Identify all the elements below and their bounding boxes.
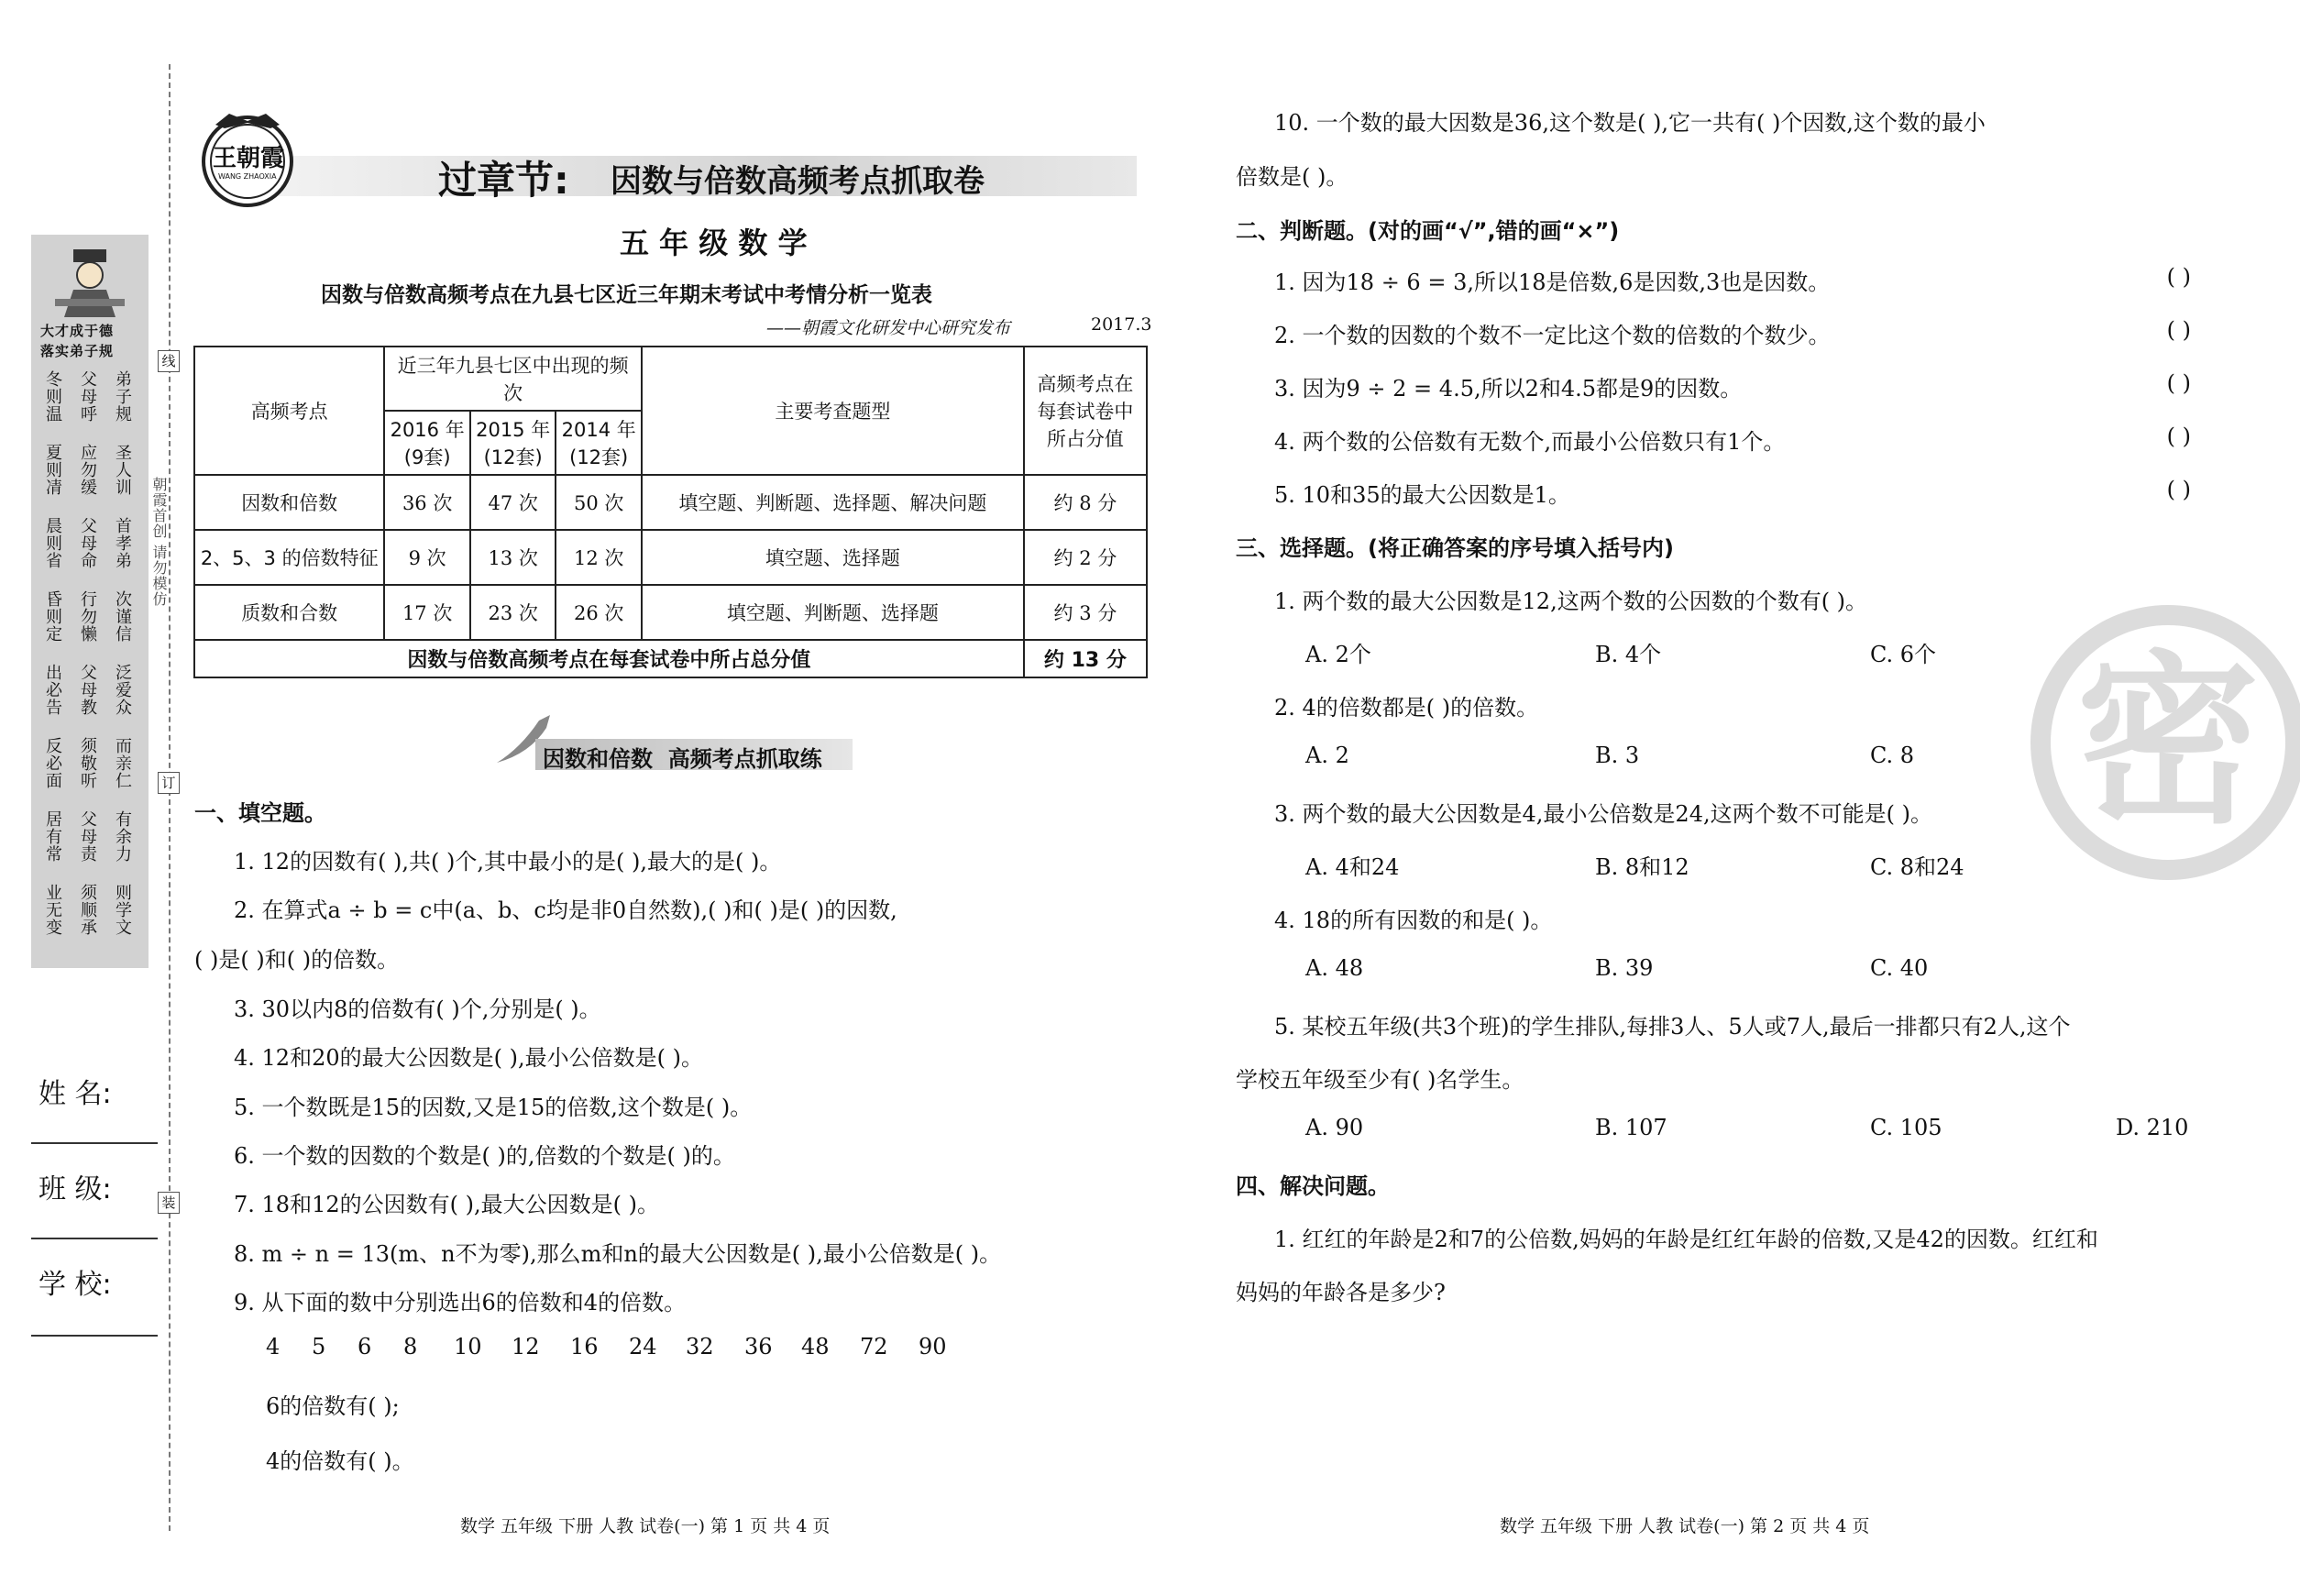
judge-answer-4[interactable]: ( ) bbox=[2166, 424, 2191, 449]
cell-score: 约 3 分 bbox=[1024, 585, 1147, 640]
cell-point: 因数和倍数 bbox=[194, 475, 384, 530]
table-row bbox=[194, 530, 1147, 585]
name-field[interactable] bbox=[31, 1142, 158, 1144]
confidential-watermark bbox=[2030, 605, 2300, 880]
judge-answer-3[interactable]: ( ) bbox=[2166, 370, 2191, 396]
binding-line bbox=[169, 64, 171, 1531]
motto-column: 昏则定 bbox=[43, 590, 62, 643]
motto-column: 有余力 bbox=[113, 810, 132, 863]
motto-column: 圣人训 bbox=[113, 444, 132, 496]
motto-column: 须敬听 bbox=[78, 737, 97, 789]
question-1-3: 3. 30以内8的倍数有( )个,分别是( )。 bbox=[234, 996, 601, 1022]
number-item: 12 bbox=[512, 1334, 540, 1359]
cell-y3: 50 次 bbox=[556, 475, 642, 530]
choice-3-option-a[interactable]: A. 4和24 bbox=[1305, 854, 1400, 880]
stats-title: 因数与倍数高频考点在九县七区近三年期末考试中考情分析一览表 bbox=[321, 283, 932, 307]
motto-column: 弟子规 bbox=[113, 370, 132, 423]
binding-seal-3: 装 bbox=[158, 1192, 180, 1214]
choice-question-2: 2. 4的倍数都是( )的倍数。 bbox=[1274, 695, 1539, 721]
cell-type: 填空题、选择题 bbox=[642, 530, 1024, 585]
motto-column: 晨则省 bbox=[43, 517, 62, 569]
th-point: 高频考点 bbox=[194, 347, 384, 475]
judge-item-5: 5. 10和35的最大公因数是1。 bbox=[1274, 482, 1570, 508]
solve-question-1b: 妈妈的年龄各是多少? bbox=[1236, 1280, 1446, 1305]
motto-columns bbox=[37, 370, 145, 957]
question-1-5: 5. 一个数既是15的因数,又是15的倍数,这个数是( )。 bbox=[234, 1095, 753, 1120]
total-value: 约 13 分 bbox=[1024, 640, 1147, 677]
motto-column: 冬则温 bbox=[43, 370, 62, 423]
choice-question-5a: 5. 某校五年级(共3个班)的学生排队,每排3人、5人或7人,最后一排都只有2人,这个 bbox=[1274, 1014, 2071, 1040]
choice-5-option-b[interactable]: B. 107 bbox=[1595, 1115, 1667, 1140]
judge-item-1: 1. 因为18 ÷ 6 = 3,所以18是倍数,6是因数,3也是因数。 bbox=[1274, 270, 1831, 295]
judge-answer-2[interactable]: ( ) bbox=[2166, 317, 2191, 343]
number-item: 24 bbox=[629, 1334, 657, 1359]
cell-y2: 13 次 bbox=[470, 530, 556, 585]
table-total-row bbox=[194, 640, 1147, 677]
solve-question-1a: 1. 红红的年龄是2和7的公倍数,妈妈的年龄是红红年龄的倍数,又是42的因数。红红和 bbox=[1274, 1227, 2098, 1252]
section-heading-solve: 四、解决问题。 bbox=[1236, 1173, 1390, 1199]
th-type: 主要考查题型 bbox=[642, 347, 1024, 475]
section-heading-judge: 二、判断题。(对的画“√”,错的画“×”) bbox=[1236, 218, 1620, 244]
page-title: 因数与倍数高频考点抓取卷 bbox=[611, 163, 985, 200]
scholar-figure bbox=[46, 246, 134, 319]
choice-1-option-b[interactable]: B. 4个 bbox=[1595, 642, 1662, 667]
footer-left: 数学 五年级 下册 人教 试卷(一) 第 1 页 共 4 页 bbox=[460, 1516, 831, 1536]
th-score: 高频考点在每套试卷中所占分值 bbox=[1024, 347, 1147, 475]
motto-column: 而亲仁 bbox=[113, 737, 132, 789]
cell-score: 约 8 分 bbox=[1024, 475, 1147, 530]
judge-item-3: 3. 因为9 ÷ 2 = 4.5,所以2和4.5都是9的因数。 bbox=[1274, 376, 1743, 402]
choice-question-5b: 学校五年级至少有( )名学生。 bbox=[1236, 1067, 1524, 1093]
class-field[interactable] bbox=[31, 1238, 158, 1239]
number-item: 10 bbox=[454, 1334, 482, 1359]
motto-top: 大才成于德 bbox=[40, 323, 115, 339]
choice-4-option-b[interactable]: B. 39 bbox=[1595, 955, 1654, 981]
stats-date: 2017.3 bbox=[1091, 314, 1152, 335]
choice-3-option-b[interactable]: B. 8和12 bbox=[1595, 854, 1689, 880]
choice-2-option-c[interactable]: C. 8 bbox=[1870, 743, 1915, 768]
school-label: 学 校: bbox=[39, 1269, 112, 1301]
question-1-4: 4. 12和20的最大公因数是( ),最小公倍数是( )。 bbox=[234, 1045, 703, 1071]
banner-title: 因数和倍数 高频考点抓取练 bbox=[543, 746, 822, 772]
motto-column: 则学文 bbox=[113, 884, 132, 936]
table-row bbox=[194, 585, 1147, 640]
choice-4-option-c[interactable]: C. 40 bbox=[1870, 955, 1929, 981]
number-item: 72 bbox=[860, 1334, 888, 1359]
number-item: 90 bbox=[919, 1334, 947, 1359]
motto-column: 父母责 bbox=[78, 810, 97, 863]
choice-3-option-c[interactable]: C. 8和24 bbox=[1870, 854, 1964, 880]
choice-1-option-a[interactable]: A. 2个 bbox=[1305, 642, 1371, 667]
motto-column: 首孝弟 bbox=[113, 517, 132, 569]
total-label: 因数与倍数高频考点在每套试卷中所占总分值 bbox=[194, 640, 1024, 677]
question-1-1: 1. 12的因数有( ),共( )个,其中最小的是( ),最大的是( )。 bbox=[234, 849, 782, 875]
answer-area[interactable] bbox=[1236, 1320, 2189, 1485]
footer-right: 数学 五年级 下册 人教 试卷(一) 第 2 页 共 4 页 bbox=[1500, 1516, 1870, 1536]
choice-4-option-a[interactable]: A. 48 bbox=[1305, 955, 1364, 981]
stats-source: ——朝霞文化研发中心研究发布 bbox=[766, 318, 1011, 338]
question-1-6: 6. 一个数的因数的个数是( )的,倍数的个数是( )的。 bbox=[234, 1143, 735, 1169]
cell-point: 2、5、3 的倍数特征 bbox=[194, 530, 384, 585]
motto-column: 父母呼 bbox=[78, 370, 97, 423]
cell-y3: 26 次 bbox=[556, 585, 642, 640]
choice-5-option-d[interactable]: D. 210 bbox=[2116, 1115, 2189, 1140]
binding-seal-1: 线 bbox=[158, 350, 180, 372]
th-year-2014: 2014 年(12套) bbox=[556, 411, 642, 475]
subtitle: 五 年 级 数 学 bbox=[620, 226, 808, 260]
cell-point: 质数和合数 bbox=[194, 585, 384, 640]
motto-column: 反必面 bbox=[43, 737, 62, 789]
binding-seal-2: 订 bbox=[158, 772, 180, 794]
motto-column: 父母命 bbox=[78, 517, 97, 569]
cell-score: 约 2 分 bbox=[1024, 530, 1147, 585]
cell-y2: 23 次 bbox=[470, 585, 556, 640]
cell-y2: 47 次 bbox=[470, 475, 556, 530]
number-item: 6 bbox=[358, 1334, 372, 1359]
cell-y1: 36 次 bbox=[384, 475, 470, 530]
number-item: 4 bbox=[266, 1334, 281, 1359]
choice-question-1: 1. 两个数的最大公因数是12,这两个数的公因数的个数有( )。 bbox=[1274, 589, 1868, 614]
number-list bbox=[266, 1334, 963, 1361]
choice-2-option-a[interactable]: A. 2 bbox=[1305, 743, 1349, 768]
number-item: 8 bbox=[403, 1334, 418, 1359]
motto-column: 泛爱众 bbox=[113, 664, 132, 716]
question-1-10a: 10. 一个数的最大因数是36,这个数是( ),它一共有( )个因数,这个数的最小 bbox=[1274, 110, 1986, 136]
choice-1-option-c[interactable]: C. 6个 bbox=[1870, 642, 1937, 667]
question-1-2b: ( )是( )和( )的倍数。 bbox=[194, 947, 400, 973]
question-1-9: 9. 从下面的数中分别选出6的倍数和4的倍数。 bbox=[234, 1290, 687, 1315]
choice-5-option-a[interactable]: A. 90 bbox=[1305, 1115, 1364, 1140]
motto-column: 须顺承 bbox=[78, 884, 97, 936]
multiples-of-6: 6的倍数有( ); bbox=[266, 1393, 400, 1419]
school-field[interactable] bbox=[31, 1335, 158, 1337]
table-row bbox=[194, 475, 1147, 530]
th-freq: 近三年九县七区中出现的频次 bbox=[384, 347, 642, 411]
judge-item-4: 4. 两个数的公倍数有无数个,而最小公倍数只有1个。 bbox=[1274, 429, 1786, 455]
title-prefix: 过章节: bbox=[438, 158, 569, 203]
cell-y1: 9 次 bbox=[384, 530, 470, 585]
stats-table bbox=[193, 346, 1148, 678]
choice-question-3: 3. 两个数的最大公因数是4,最小公倍数是24,这两个数不可能是( )。 bbox=[1274, 801, 1932, 827]
choice-5-option-c[interactable]: C. 105 bbox=[1870, 1115, 1942, 1140]
name-label: 姓 名: bbox=[39, 1078, 112, 1110]
cell-y1: 17 次 bbox=[384, 585, 470, 640]
th-year-2016: 2016 年(9套) bbox=[384, 411, 470, 475]
number-item: 32 bbox=[686, 1334, 714, 1359]
motto-column: 次谨信 bbox=[113, 590, 132, 643]
section-heading-choice: 三、选择题。(将正确答案的序号填入括号内) bbox=[1236, 535, 1674, 561]
motto-column: 居有常 bbox=[43, 810, 62, 863]
cell-type: 填空题、判断题、选择题、解决问题 bbox=[642, 475, 1024, 530]
motto-column: 夏则凊 bbox=[43, 444, 62, 496]
section-heading-fill: 一、填空题。 bbox=[194, 800, 326, 826]
judge-answer-1[interactable]: ( ) bbox=[2166, 264, 2191, 290]
motto-column: 业无变 bbox=[43, 884, 62, 936]
th-year-2015: 2015 年(12套) bbox=[470, 411, 556, 475]
watermark-text: 密 bbox=[2075, 635, 2260, 849]
logo-text: 王朝霞 bbox=[213, 145, 285, 172]
number-item: 48 bbox=[801, 1334, 830, 1359]
question-1-7: 7. 18和12的公因数有( ),最大公因数是( )。 bbox=[234, 1192, 659, 1217]
motto-column: 行勿懒 bbox=[78, 590, 97, 643]
cell-y3: 12 次 bbox=[556, 530, 642, 585]
multiples-of-4: 4的倍数有( )。 bbox=[266, 1448, 414, 1474]
class-label: 班 级: bbox=[39, 1173, 112, 1205]
number-item: 36 bbox=[744, 1334, 773, 1359]
question-1-10b: 倍数是( )。 bbox=[1236, 164, 1348, 190]
judge-answer-5[interactable]: ( ) bbox=[2166, 477, 2191, 502]
motto-column: 出必告 bbox=[43, 664, 62, 716]
motto-bottom: 落实弟子规 bbox=[40, 343, 115, 359]
question-1-2a: 2. 在算式a ÷ b = c中(a、b、c均是非0自然数),( )和( )是( )的因数, bbox=[234, 897, 897, 923]
judge-item-2: 2. 一个数的因数的个数不一定比这个数的倍数的个数少。 bbox=[1274, 323, 1831, 348]
question-1-8: 8. m ÷ n = 13(m、n不为零),那么m和n的最大公因数是( ),最小公倍数是( )。 bbox=[234, 1241, 1002, 1267]
side-note: 朝霞首创 请勿模仿 bbox=[150, 477, 168, 608]
number-item: 16 bbox=[570, 1334, 599, 1359]
number-item: 5 bbox=[312, 1334, 326, 1359]
cell-type: 填空题、判断题、选择题 bbox=[642, 585, 1024, 640]
logo-subtext: WANG ZHAOXIA bbox=[218, 172, 277, 181]
motto-column: 父母教 bbox=[78, 664, 97, 716]
choice-2-option-b[interactable]: B. 3 bbox=[1595, 743, 1640, 768]
motto-column: 应勿缓 bbox=[78, 444, 97, 496]
choice-question-4: 4. 18的所有因数的和是( )。 bbox=[1274, 908, 1553, 933]
